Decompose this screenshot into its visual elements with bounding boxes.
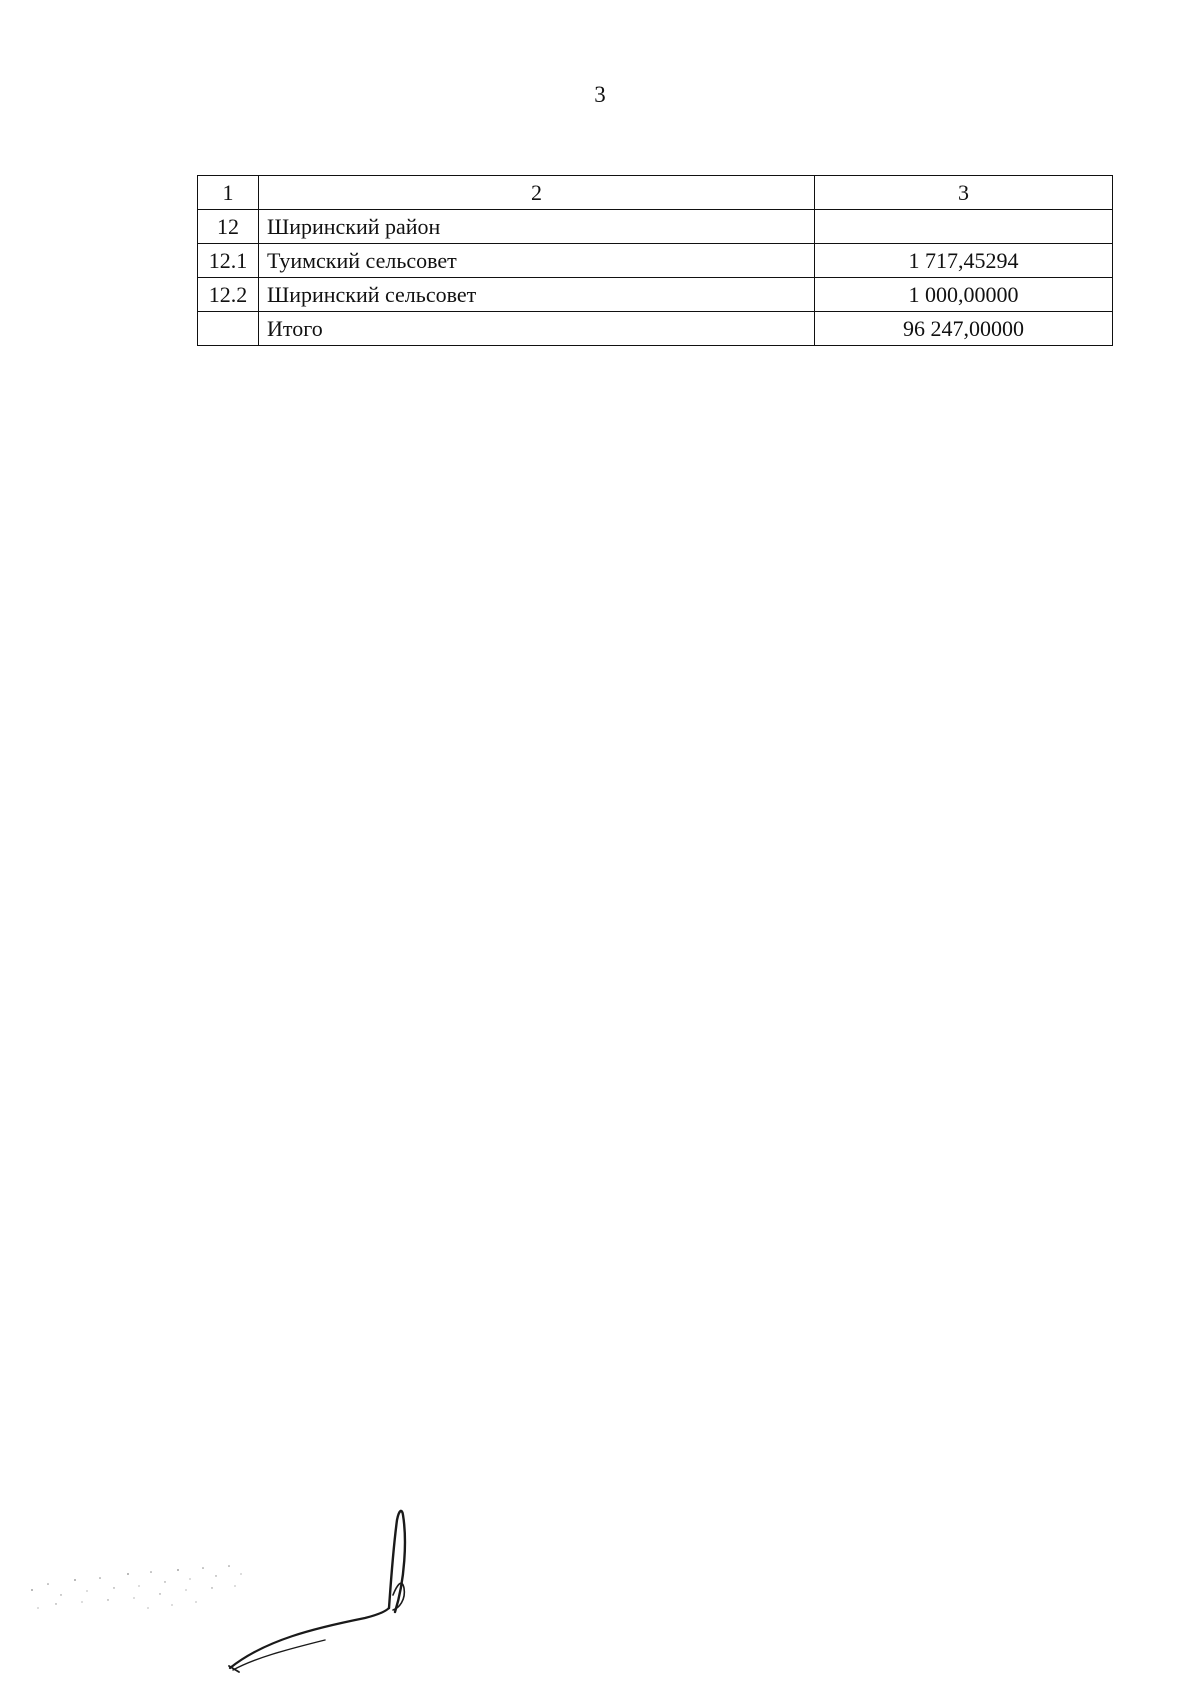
page-number: 3	[594, 82, 606, 107]
scan-noise	[20, 1560, 260, 1660]
column-name-header: 2	[259, 176, 815, 210]
row-value: 1 717,45294	[815, 244, 1113, 278]
handwritten-signature	[225, 1500, 425, 1680]
column-number-header: 1	[198, 176, 259, 210]
row-number	[198, 312, 259, 346]
allocation-table	[197, 175, 1113, 346]
total-value: 96 247,00000	[815, 312, 1113, 346]
row-number: 12	[198, 210, 259, 244]
row-name: Ширинский сельсовет	[259, 278, 815, 312]
column-value-header: 3	[815, 176, 1113, 210]
table-row	[198, 210, 1113, 244]
row-number: 12.1	[198, 244, 259, 278]
table-total-row	[198, 312, 1113, 346]
row-name: Туимский сельсовет	[259, 244, 815, 278]
total-label: Итого	[259, 312, 815, 346]
row-number: 12.2	[198, 278, 259, 312]
row-name: Ширинский район	[259, 210, 815, 244]
row-value	[815, 210, 1113, 244]
table-row	[198, 278, 1113, 312]
table-row	[198, 244, 1113, 278]
table-header-row	[198, 176, 1113, 210]
row-value: 1 000,00000	[815, 278, 1113, 312]
